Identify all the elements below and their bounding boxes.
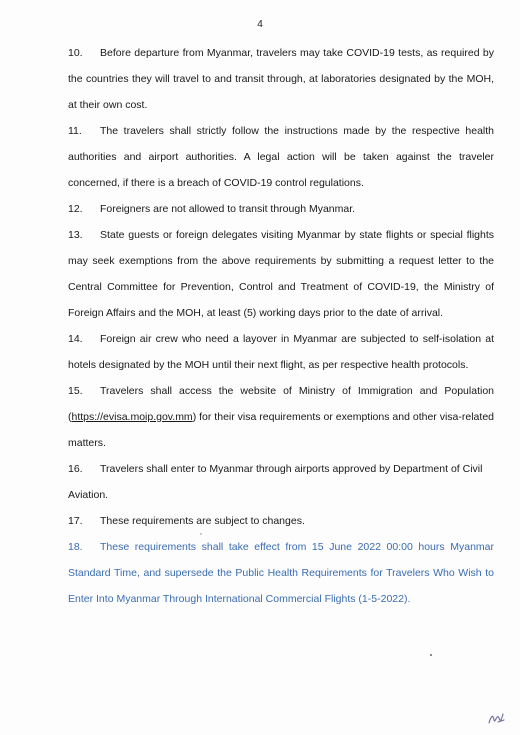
paragraph-11 [68,118,494,196]
paragraph-text: Before departure from Myanmar, travelers may take COVID-19 tests, as required by the countries they will travel to and transit through, at laboratories designated by the MOH, at their own cost. [68,47,494,111]
paragraph-text: These requirements are subject to changes. [100,515,305,527]
page-number: 4 [257,19,263,30]
paragraph-text: Foreign air crew who need a layover in Myanmar are subjected to self-isolation at hotels designated by the MOH until their next flight, as per respective health protocols. [68,333,494,371]
handwritten-initials-mark [486,708,506,728]
paragraph-text: Travelers shall enter to Myanmar through airports approved by Department of Civil Aviation. [68,463,483,501]
paragraph-number: 13. [68,229,83,241]
paragraph-13 [68,222,494,326]
paragraph-number: 10. [68,47,83,59]
paragraph-number: 11. [68,125,82,137]
paragraph-text: State guests or foreign delegates visiting Myanmar by state flights or special flights may seek exemptions from the above requirements by submitting a request letter to the Central Committee for Prevention, Control and Treatment of COVID-19, the Ministry of Foreign Affairs and the MOH, at least (5) working days prior to the date of arrival. [68,229,494,319]
scan-speck [200,533,202,535]
paragraph-17 [68,508,494,534]
paragraph-number: 12. [68,203,83,215]
paragraph-text-continued: ) for their visa requirements or exemptions and other visa-related matters. [68,411,494,449]
paragraph-number: 18. [68,541,83,553]
paragraph-16 [68,456,494,508]
paragraph-number: 15. [68,385,83,397]
paragraph-number: 16. [68,463,83,475]
document-body [68,40,494,612]
paragraph-text: The travelers shall strictly follow the instructions made by the respective health authorities and airport authorities. A legal action will be taken against the traveler concerned, if there is a breach of COVID-19 control regulations. [68,125,494,189]
paragraph-number: 17. [68,515,83,527]
paragraph-18 [68,534,494,612]
paragraph-12 [68,196,494,222]
paragraph-15 [68,378,494,456]
paragraph-14 [68,326,494,378]
paragraph-text: Travelers shall access the website of Ministry of Immigration and Population ( [68,385,494,423]
paragraph-10 [68,40,494,118]
visa-website-link[interactable]: https://evisa.moip.gov.mm [71,411,193,423]
paragraph-text: Foreigners are not allowed to transit through Myanmar. [100,203,356,215]
scan-speck [430,654,432,656]
paragraph-number: 14. [68,333,83,345]
paragraph-text: These requirements shall take effect from 15 June 2022 00:00 hours Myanmar Standard Time, and supersede the Public Health Requirements for Travelers Who Wish to Enter Into Myanmar Through International Commercial Flights (1-5-2022). [68,541,494,605]
